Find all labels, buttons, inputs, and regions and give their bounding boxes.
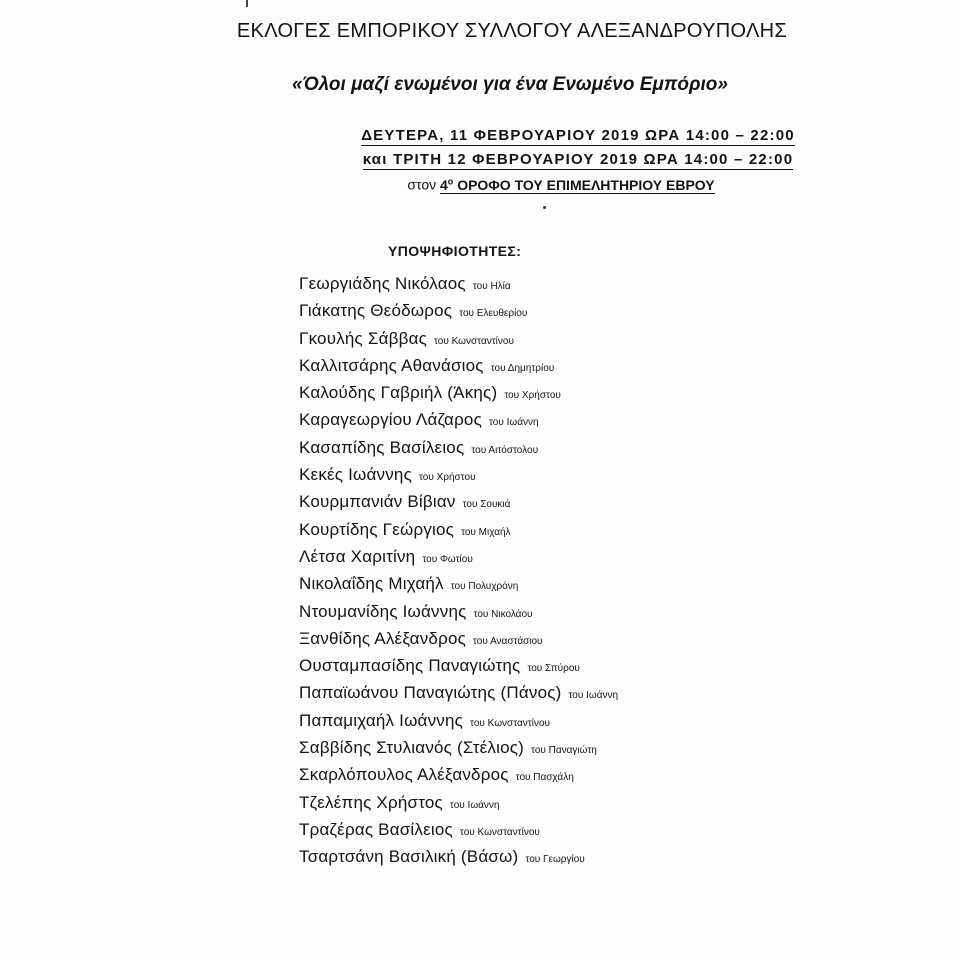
location-prefix: στον bbox=[407, 176, 437, 193]
candidate-father-name: του Πολυχρόνη bbox=[450, 581, 519, 593]
candidate-father-name: του Δημητρίου bbox=[490, 362, 555, 374]
candidate-father-name: του Μιχαήλ bbox=[461, 526, 511, 538]
slogan: «Όλοι μαζί ενωμένοι για ένα Ενωμένο Εμπόριο» bbox=[292, 74, 728, 95]
candidate-name: Τσαρτσάνη Βασιλική (Βάσω) bbox=[299, 847, 519, 867]
date-line-2 bbox=[0, 151, 960, 168]
candidate-name: Σαββίδης Στυλιανός (Στέλιος) bbox=[299, 738, 525, 758]
candidate-father-name: του Κωνσταντίνου bbox=[470, 717, 550, 729]
location-line bbox=[0, 176, 960, 193]
candidate-father-name: του Ιωάννη bbox=[449, 799, 500, 811]
candidate-father-name: του Κωνσταντίνου bbox=[434, 335, 514, 347]
candidate-name: Ουσταμπασίδης Παναγιώτης bbox=[299, 656, 521, 676]
candidate-item bbox=[299, 436, 618, 463]
candidate-item bbox=[299, 545, 618, 572]
date-line-2-text: και ΤΡΙΤΗ 12 ΦΕΒΡΟΥΑΡΙΟΥ 2019 ΩΡΑ 14:00 – 22:00 bbox=[362, 151, 794, 168]
candidate-item bbox=[299, 681, 618, 708]
candidate-item bbox=[299, 327, 618, 354]
candidate-name: Παπαϊωάνου Παναγιώτης (Πάνος) bbox=[299, 683, 562, 703]
candidate-item bbox=[299, 463, 618, 490]
candidate-item bbox=[299, 736, 618, 763]
candidate-name: Καλλιτσάρης Αθανάσιος bbox=[299, 355, 484, 375]
candidate-father-name: του Νικολάου bbox=[473, 608, 533, 620]
candidate-father-name: του Σουκιά bbox=[462, 499, 511, 511]
candidate-item bbox=[299, 490, 618, 517]
candidate-item bbox=[299, 654, 618, 681]
candidate-father-name: του Χρήστου bbox=[418, 472, 476, 484]
candidate-father-name: του Χρήστου bbox=[504, 390, 561, 402]
candidate-item bbox=[299, 299, 618, 326]
date-line-1 bbox=[0, 127, 960, 144]
candidate-name: Γκουλής Σάββας bbox=[299, 328, 427, 348]
candidate-father-name: του Γεωργίου bbox=[525, 854, 585, 866]
scan-mark bbox=[246, 0, 248, 7]
candidate-item bbox=[299, 818, 618, 845]
candidate-item bbox=[299, 272, 618, 299]
candidate-father-name: του Ιωάννη bbox=[568, 690, 619, 702]
candidate-father-name: του Σπύρου bbox=[527, 663, 580, 675]
candidate-father-name: του Αναστάσιου bbox=[473, 635, 543, 647]
candidate-name: Καλούδης Γαβριήλ (Άκης) bbox=[299, 383, 498, 403]
candidate-father-name: του Ιωάννη bbox=[488, 417, 539, 429]
candidate-name: Σκαρλόπουλος Αλέξανδρος bbox=[299, 765, 509, 785]
candidate-item bbox=[299, 381, 618, 408]
candidate-father-name: του Ηλία bbox=[472, 281, 511, 292]
candidate-name: Ξανθίδης Αλέξανδρος bbox=[299, 628, 466, 648]
candidate-item bbox=[299, 763, 618, 790]
candidate-name: Τζελέπης Χρήστος bbox=[299, 792, 443, 812]
candidate-name: Γεωργιάδης Νικόλαος bbox=[299, 274, 466, 293]
candidate-name: Κουρμπανιάν Βίβιαν bbox=[299, 492, 456, 512]
floor-suffix: ο bbox=[447, 176, 454, 186]
candidate-item bbox=[299, 518, 618, 545]
candidate-item bbox=[299, 600, 618, 627]
candidates-heading: ΥΠΟΨΗΦΙΟΤΗΤΕΣ: bbox=[388, 243, 522, 259]
candidate-name: Καραγεωργίου Λάζαρος bbox=[299, 410, 482, 430]
candidate-father-name: του Ελευθερίου bbox=[459, 308, 528, 320]
candidate-item bbox=[299, 709, 618, 736]
document-title: ΕΚΛΟΓΕΣ ΕΜΠΟΡΙΚΟΥ ΣΥΛΛΟΓΟΥ ΑΛΕΞΑΝΔΡΟΥΠΟΛΗΣ bbox=[236, 20, 788, 42]
candidate-item bbox=[299, 845, 618, 872]
candidate-name: Ντουμανίδης Ιωάννης bbox=[299, 601, 467, 621]
candidate-name: Λέτσα Χαριτίνη bbox=[299, 546, 416, 566]
candidate-name: Γιάκατης Θεόδωρος bbox=[299, 301, 453, 321]
candidate-item bbox=[299, 408, 618, 435]
candidate-name: Κασαπίδης Βασίλειος bbox=[299, 437, 465, 457]
candidate-father-name: του Φωτίου bbox=[422, 553, 473, 565]
candidate-father-name: του Πασχάλη bbox=[515, 772, 574, 784]
candidate-name: Κουρτίδης Γεώργιος bbox=[299, 519, 455, 539]
candidate-name: Νικολαΐδης Μιχαήλ bbox=[299, 574, 444, 594]
candidate-father-name: του Κωνσταντίνου bbox=[459, 826, 540, 838]
stray-dot bbox=[543, 206, 546, 209]
location-place: ΟΡΟΦΟ ΤΟΥ ΕΠΙΜΕΛΗΤΗΡΙΟΥ ΕΒΡΟΥ bbox=[457, 176, 715, 193]
floor-number: 4 bbox=[440, 176, 448, 193]
candidate-father-name: του Αιτόστολου bbox=[471, 444, 539, 456]
candidate-father-name: του Παναγιώτη bbox=[531, 745, 597, 757]
candidate-item bbox=[299, 354, 618, 381]
candidate-name: Παπαμιχαήλ Ιωάννης bbox=[299, 710, 464, 730]
date-line-1-text: ΔΕΥΤΕΡΑ, 11 ΦΕΒΡΟΥΑΡΙΟΥ 2019 ΩΡΑ 14:00 – 22:00 bbox=[361, 127, 795, 144]
candidate-item bbox=[299, 572, 618, 599]
candidates-list bbox=[299, 272, 618, 873]
candidate-item bbox=[299, 627, 618, 654]
candidate-name: Τραζέρας Βασίλειος bbox=[299, 819, 453, 839]
candidate-name: Κεκές Ιωάννης bbox=[299, 465, 412, 485]
location-place-block bbox=[440, 177, 715, 194]
candidate-item bbox=[299, 791, 618, 818]
